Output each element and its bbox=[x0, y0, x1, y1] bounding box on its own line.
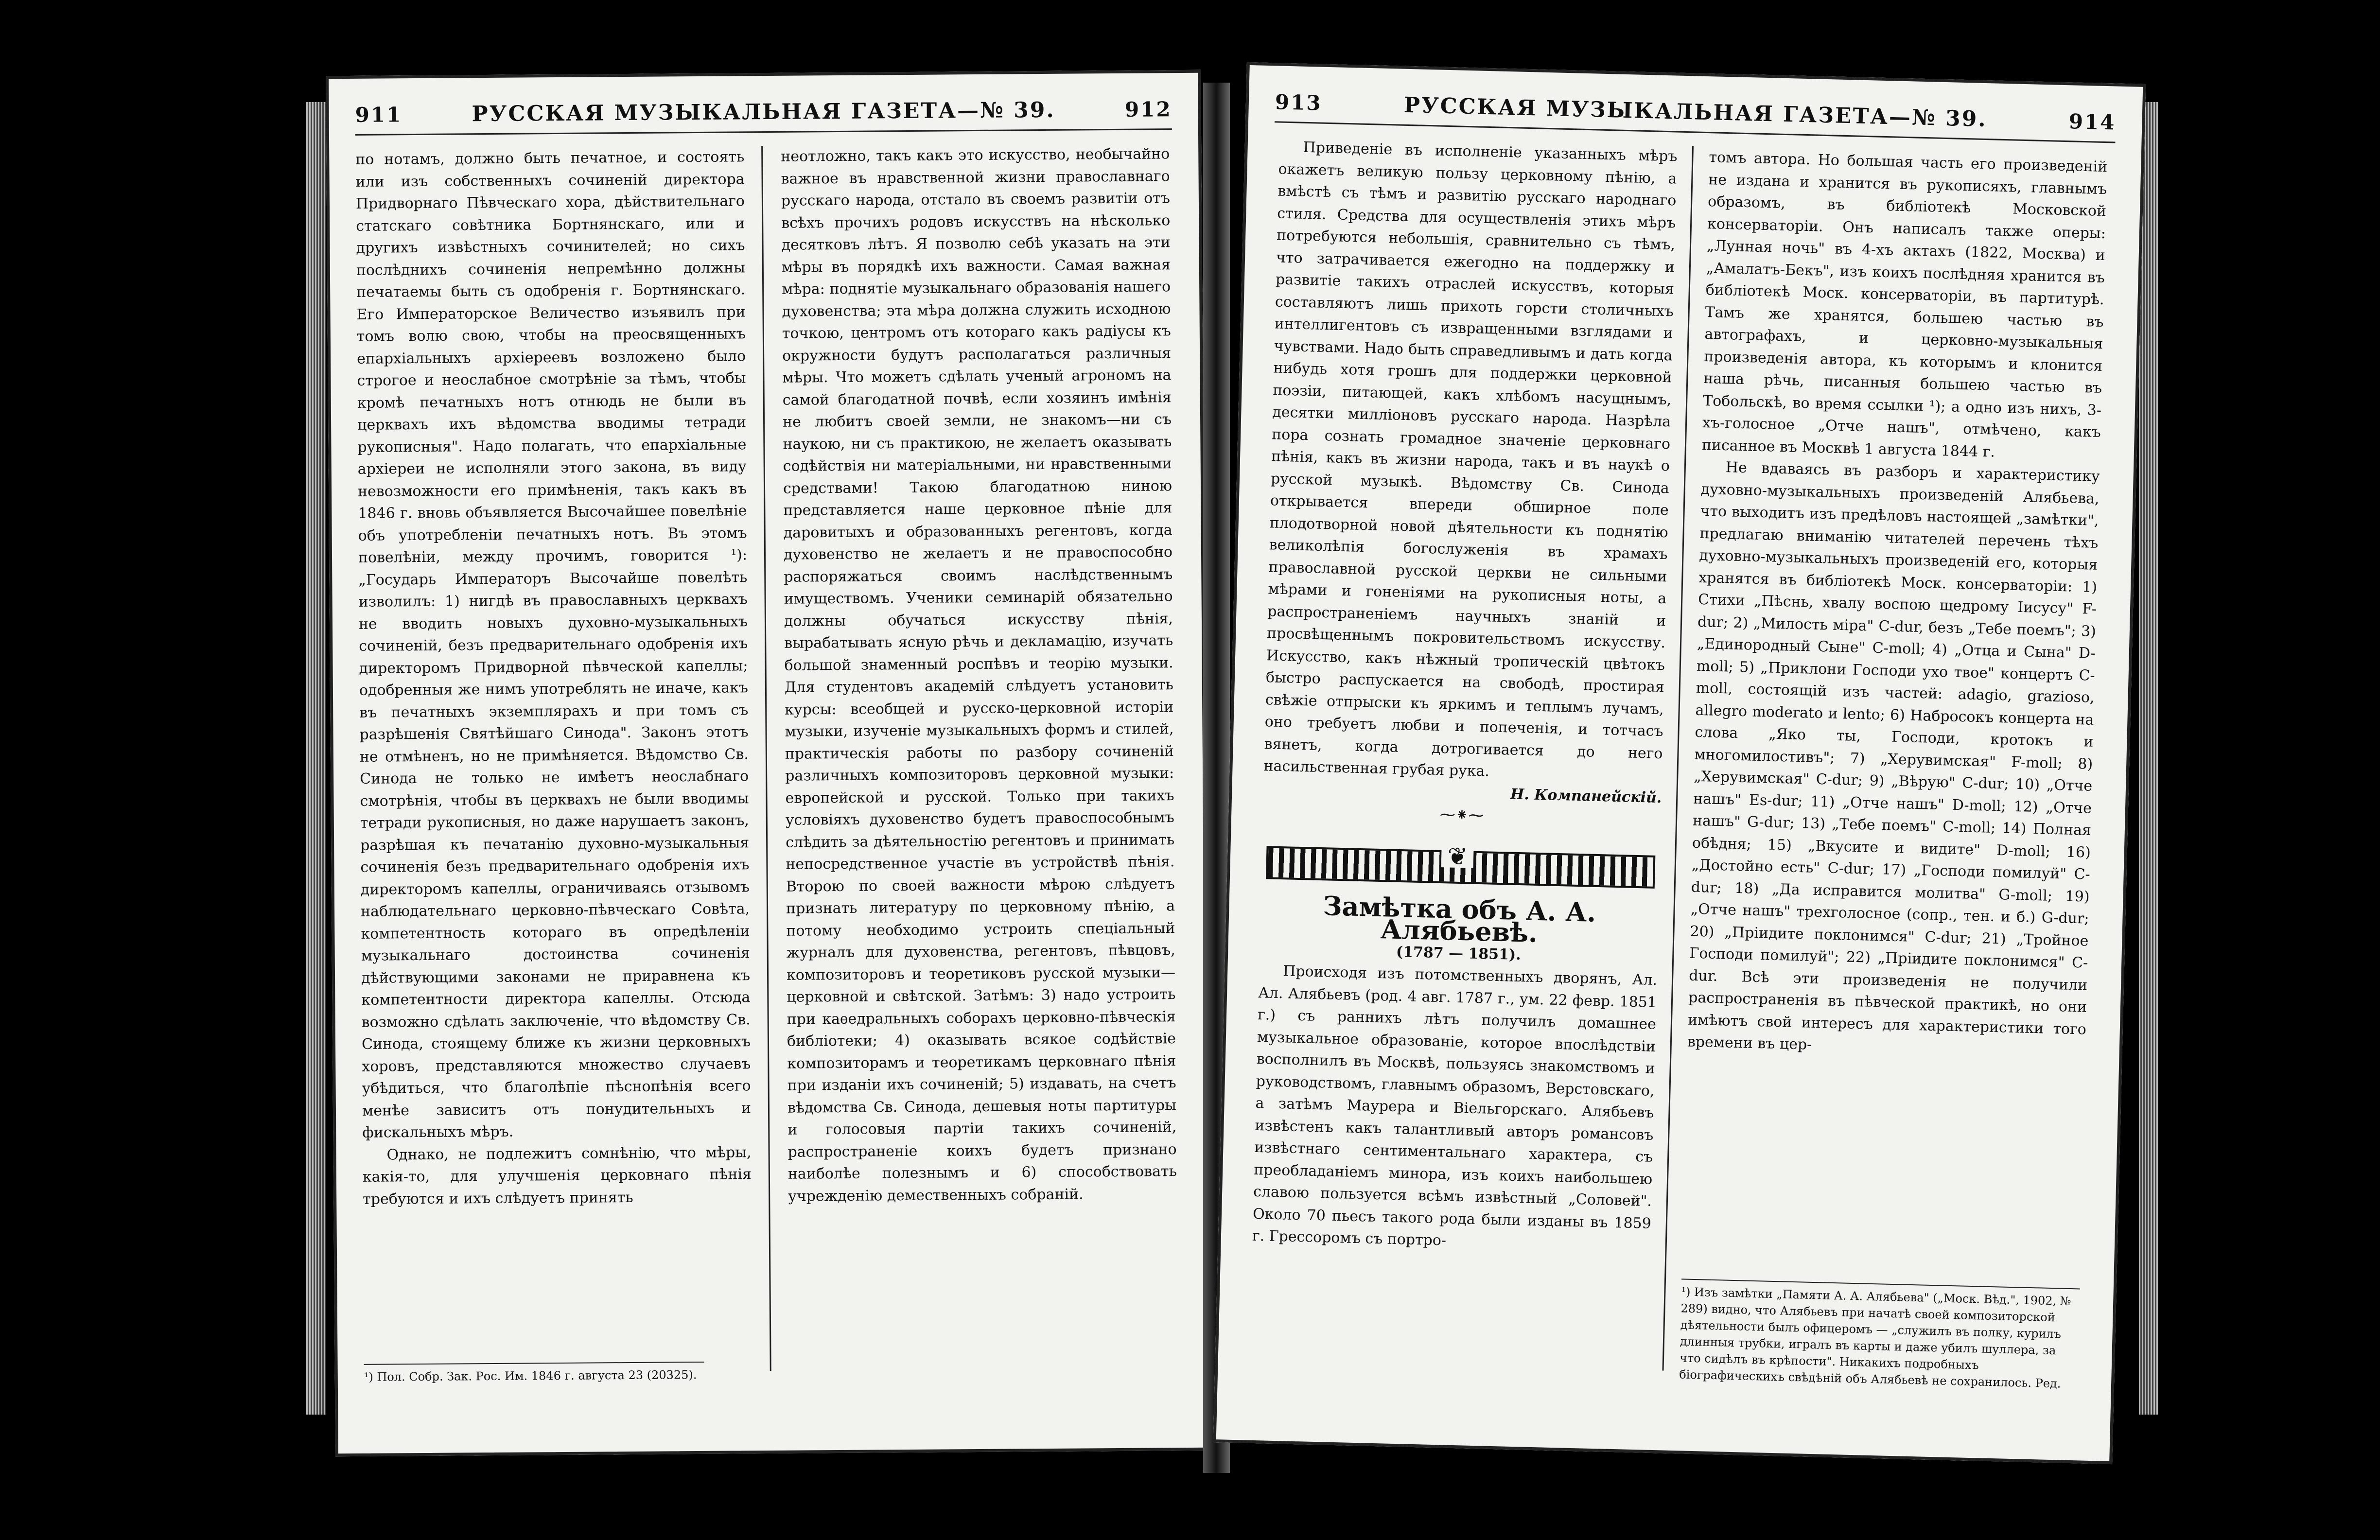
paragraph: неотложно, такъ какъ это искусство, необычайно важное въ нравственной жизни православнаго русскаго народа, отстало въ своемъ развитіи отъ всѣхъ прочихъ родовъ искусствъ на нѣсколько десятковъ лѣтъ. Я позволю себѣ указать на эти мѣры въ порядкѣ ихъ важности. Самая важная мѣра: поднятіе музыкальнаго образованія нашего духовенства; эта мѣра должна служить исходною точкою, центромъ отъ котораго какъ радіусы къ окружности будутъ располагаться различныя мѣры. Что можетъ сдѣлать ученый агрономъ на самой благодатной почвѣ, если хозяинъ имѣнія не любитъ своей земли, не знакомъ—ни съ наукою, ни съ практикою, не желаетъ оказывать содѣйствія ни матеріальными, ни нравственными средствами! Такою благодатною ниною представляется наше церковное пѣніе для даровитыхъ и образованныхъ регентовъ, когда духовенство не желаетъ и не правоспособно распоряжаться своимъ наслѣдственнымъ имуществомъ. Ученики семинарій обязательно должны обучаться искусству пѣнія, вырабатывать ясную рѣчь и декламацію, изучать большой знаменный роспѣвъ и теорію музыки. Для студентовъ академій слѣдуетъ установить курсы: всеобщей и русско-церковной исторіи музыки, изученіе музыкальныхъ формъ и стилей, практическія работы по разбору сочиненій различныхъ композиторовъ церковной музыки: европейской и русской. Только при такихъ условіяхъ духовенство будетъ правоспособнымъ слѣдить за дѣятельностію регентовъ и принимать непосредственное участіе въ устройствѣ пѣнія. Второю по своей важности мѣрою слѣдуетъ признать литературу по церковному пѣнію, а потому необходимо устроить спеціальный журналъ для духовенства, регентовъ, пѣвцовъ, композиторовъ и теоретиковъ русской музыки—церковной и свѣтской. Затѣмъ: 3) надо устроить при каѳедральныхъ соборахъ церковно-пѣвческія библіотеки; 4) оказывать всякое содѣйствіе композиторамъ и теоретикамъ церковнаго пѣнія при изданіи ихъ сочиненій; 5) издавать, на счетъ вѣдомства Св. Синода, дешевыя ноты партитуры и голосовыя партіи такихъ сочиненій, распространеніе коихъ будетъ признано наиболѣе полезнымъ и 6) способствовать учрежденію демественныхъ собраній. bbox=[781, 145, 1177, 1205]
footnote-911: ¹) Пол. Собр. Зак. Рос. Им. 1846 г. августа 23 (20325). bbox=[364, 1362, 704, 1385]
open-book bbox=[253, 44, 2149, 1478]
author-signature: Н. Компанейскій. bbox=[1510, 786, 1662, 806]
article-dates: (1787 — 1851). bbox=[1396, 943, 1522, 963]
column-912 bbox=[781, 143, 1177, 1208]
page-edges-right bbox=[2139, 102, 2158, 1415]
page-number-911: 911 bbox=[355, 102, 402, 127]
column-913 bbox=[1252, 136, 1678, 1257]
right-page bbox=[1213, 62, 2146, 1464]
paragraph: Не вдаваясь въ разборъ и характеристику духовно-музыкальныхъ произведеній Алябьева, что выходитъ изъ предѣловъ настоящей „замѣтки", предлагаю вниманію читателей перечень тѣхъ духовно-музыкальныхъ произведеній его, которыя хранятся въ библіотекѣ Моск. консерваторіи: 1) Стихи „Пѣснь, хвалу воспою щедрому Іисусу" F-dur; 2) „Милость міра" C-dur, безъ „Тебе поемъ"; 3) „Единородный Сыне" C-moll; 4) „Отца и Сына" D-moll; 5) „Приклони Господи ухо твое" концертъ C-moll, состоящій изъ частей: adagio, grazioso, allegro moderato и lento; 6) Набросокъ концерта на слова „Яко ты, Господи, кротокъ и многомилостивъ"; 7) „Херувимская" F-moll; 8) „Херувимская" C-dur; 9) „Вѣрую" C-dur; 10) „Отче нашъ" Es-dur; 11) „Отче нашъ" D-moll; 12) „Отче нашъ" G-dur; 13) „Тебе поемъ" C-moll; 14) Полная обѣдня; 15) „Вкусите и видите" D-moll; 16) „Достойно есть" C-dur; 17) „Господи помилуй" C-dur; 18) „Да исправится молитва" G-moll; 19) „Отче нашъ" трехголосное (сопр., тен. и б.) G-dur; 20) „Пріидите поклонимся" C-dur; 21) „Тройное Господи помилуй"; 22) „Пріидите поклонимся" C-dur. Всѣ эти произведенія не получили распространенія въ пѣвческой практикѣ, но они имѣютъ свой интересъ для характеристики того времени въ цер- bbox=[1687, 459, 2100, 1053]
page-edges-left bbox=[306, 102, 326, 1415]
running-title: РУССКАЯ МУЗЫКАЛЬНАЯ ГАЗЕТА—№ 39. bbox=[472, 97, 1055, 126]
paragraph: томъ автора. Но большая часть его произведеній не издана и хранится въ рукописяхъ, главнымъ образомъ, въ библіотекѣ Московской консерваторіи. Онъ написалъ также оперы: „Лунная ночь" въ 4-хъ актахъ (1822, Москва) и „Амалатъ-Бекъ", изъ коихъ послѣдняя хранится въ библіотекѣ Моск. консерваторіи, въ партитурѣ. Тамъ же хранятся, большею частью въ автографахъ, и церковно-музыкальныя произведенія автора, къ которымъ и клонится наша рѣчь, писанныя большею частью въ Тобольскѣ, во время ссылки ¹); а одно изъ нихъ, 3-хъ-голосное „Отче нашъ", отмѣчено, какъ писанное въ Москвѣ 1 августа 1844 г. bbox=[1701, 149, 2108, 461]
decorative-border bbox=[1266, 841, 1655, 889]
page-number-913: 913 bbox=[1275, 89, 1323, 115]
paragraph: Происходя изъ потомственныхъ дворянъ, Ал. Ал. Алябьевъ (род. 4 авг. 1787 г., ум. 22 февр. 1851 г.) съ раннихъ лѣтъ получилъ домашнее музыкальное образованіе, которое впослѣдствіи восполнилъ въ Москвѣ, пользуясь знакомствомъ и руководствомъ, главнымъ образомъ, Верстовскаго, а затѣмъ Маурера и Віельгорскаго. Алябьевъ извѣстенъ какъ талантливый авторъ романсовъ извѣстнаго сентиментальнаго характера, съ преобладаніемъ минора, изъ коихъ наибольшею славою пользуется всѣмъ извѣстный „Соловей". Около 70 пьесъ такого рода были изданы въ 1859 г. Грессоромъ съ портро- bbox=[1252, 962, 1658, 1249]
page-number-912: 912 bbox=[1124, 97, 1172, 122]
article-title: Замѣтка объ А. А. Алябьевѣ. bbox=[1323, 890, 1597, 948]
column-914 bbox=[1687, 146, 2107, 1063]
ornament-icon: ❦ bbox=[1441, 845, 1474, 868]
running-title: РУССКАЯ МУЗЫКАЛЬНАЯ ГАЗЕТА—№ 39. bbox=[1403, 92, 1988, 132]
page-number-914: 914 bbox=[2068, 109, 2117, 135]
flourish-ornament: ⁓⁕⁓ bbox=[1439, 805, 1485, 825]
paragraph: Однако, не подлежитъ сомнѣнію, что мѣры, какія-то, для улучшенія церковнаго пѣнія требуются и ихъ слѣдуетъ принять bbox=[362, 1143, 752, 1208]
running-header-right bbox=[1275, 82, 2117, 143]
running-header-left bbox=[355, 89, 1172, 136]
left-page bbox=[326, 70, 1210, 1456]
footnote-914: ¹) Изъ замѣтки „Памяти А. А. Алябьева" („Моск. Вѣд.", 1902, № 289) видно, что Алябьевъ при начатѣ своей композиторской дѣятельности былъ офицеромъ — „служилъ въ полку, курилъ длинныя трубки, игралъ въ карты и даже убилъ шуллера, за что сидѣлъ въ крѣпости". Никакихъ подробныхъ біографическихъ свѣдѣній объ Алябьевѣ не сохранилось. Ред. bbox=[1679, 1278, 2080, 1392]
paragraph: по нотамъ, должно быть печатное, и состоять или изъ собственныхъ сочиненій директора Придворнаго Пѣвческаго хора, дѣйствительнаго статскаго совѣтника Бортнянскаго, или и другихъ извѣстныхъ сочинителей; но сихъ послѣднихъ сочиненія непремѣнно должны печатаемы быть съ одобренія г. Бортнянскаго. Его Императорское Величество изъявилъ при томъ волю свою, чтобы на преосвященныхъ епархіальныхъ архіереевъ возложено было строгое и неослабное смотрѣніе за тѣмъ, чтобы кромѣ печатныхъ нотъ отнюдь не были въ церквахъ ихъ вѣдомства вводимы тетради рукописныя". Надо полагать, что епархіальные архіереи не исполняли этого закона, въ виду невозможности его примѣненія, такъ какъ въ 1846 г. вновь объявляется Высочайшее повелѣніе объ употребленіи печатныхъ нотъ. Въ этомъ повелѣніи, между прочимъ, говорится ¹): „Государь Императоръ Высочайше повелѣть изволилъ: 1) нигдѣ въ православныхъ церквахъ не вводить новыхъ духовно-музыкальныхъ сочиненій, безъ предварительнаго одобренія ихъ директоромъ Придворной пѣвческой капеллы; одобренныя же нимъ употреблять не иначе, какъ въ печатныхъ экземплярахъ и при томъ съ разрѣшенія Святѣйшаго Синода". Законъ этотъ не отмѣненъ, но не примѣняется. Вѣдомство Св. Синода не только не имѣетъ неослабнаго смотрѣнія, чтобы въ церквахъ не были вводимы тетради рукописныя, но даже нарушаетъ законъ, разрѣшая къ печатанію духовно-музыкальныя сочиненія безъ предварительнаго одобренія ихъ директоромъ капеллы, ограничиваясь отзывомъ наблюдательнаго церковно-пѣвческаго Совѣта, компетентность котораго въ опредѣленіи музыкальнаго достоинства сочиненія дѣйствующими законами не приравнена къ компетентности директора капеллы. Отсюда возможно сдѣлать заключеніе, что вѣдомству Св. Синода, стоящему ближе къ жизни церковныхъ хоровъ, представляются множество случаевъ убѣдиться, что благолѣпіе пѣснопѣнія всего менѣе зависитъ отъ понудительныхъ и фискальныхъ мѣръ. bbox=[355, 148, 752, 1141]
column-divider bbox=[761, 146, 771, 1371]
paragraph: Приведеніе въ исполненіе указанныхъ мѣръ окажетъ великую пользу церковному пѣнію, а вмѣстѣ съ тѣмъ и развитію русскаго народнаго стиля. Средства для осуществленія этихъ мѣръ потребуются небольшія, сравнительно съ тѣмъ, что затрачивается ежегодно на поддержку и развитіе такихъ отраслей искусствъ, которыя составляютъ лишь прихоть горсти столичныхъ интеллигентовъ съ извращенными взглядами и чувствами. Надо быть справедливымъ и дать когда нибудь хотя грошъ для поддержки церковной поэзіи, питающей, какъ хлѣбомъ насущнымъ, десятки милліоновъ русскаго народа. Назрѣла пора сознать громадное значеніе церковнаго пѣнія, какъ въ жизни народа, такъ и въ наукѣ о русской музыкѣ. Вѣдомству Св. Синода открывается впереди обширное поле плодотворной новой дѣятельности къ поднятію великолѣпія богослуженія въ храмахъ православной русской церкви не сильными мѣрами и гоненіями на рукописныя ноты, а распространеніемъ научныхъ знаній и просвѣщеннымъ покровительствомъ искусству. Искусство, какъ нѣжный тропическій цвѣтокъ быстро распускается на свободѣ, простирая свѣжіе отпрыски къ яркимъ и теплымъ лучамъ, оно требуетъ любви и попеченія, и тотчасъ вянетъ, когда дотрогивается до него насильственная грубая рука. bbox=[1263, 139, 1678, 780]
column-911 bbox=[355, 146, 752, 1210]
